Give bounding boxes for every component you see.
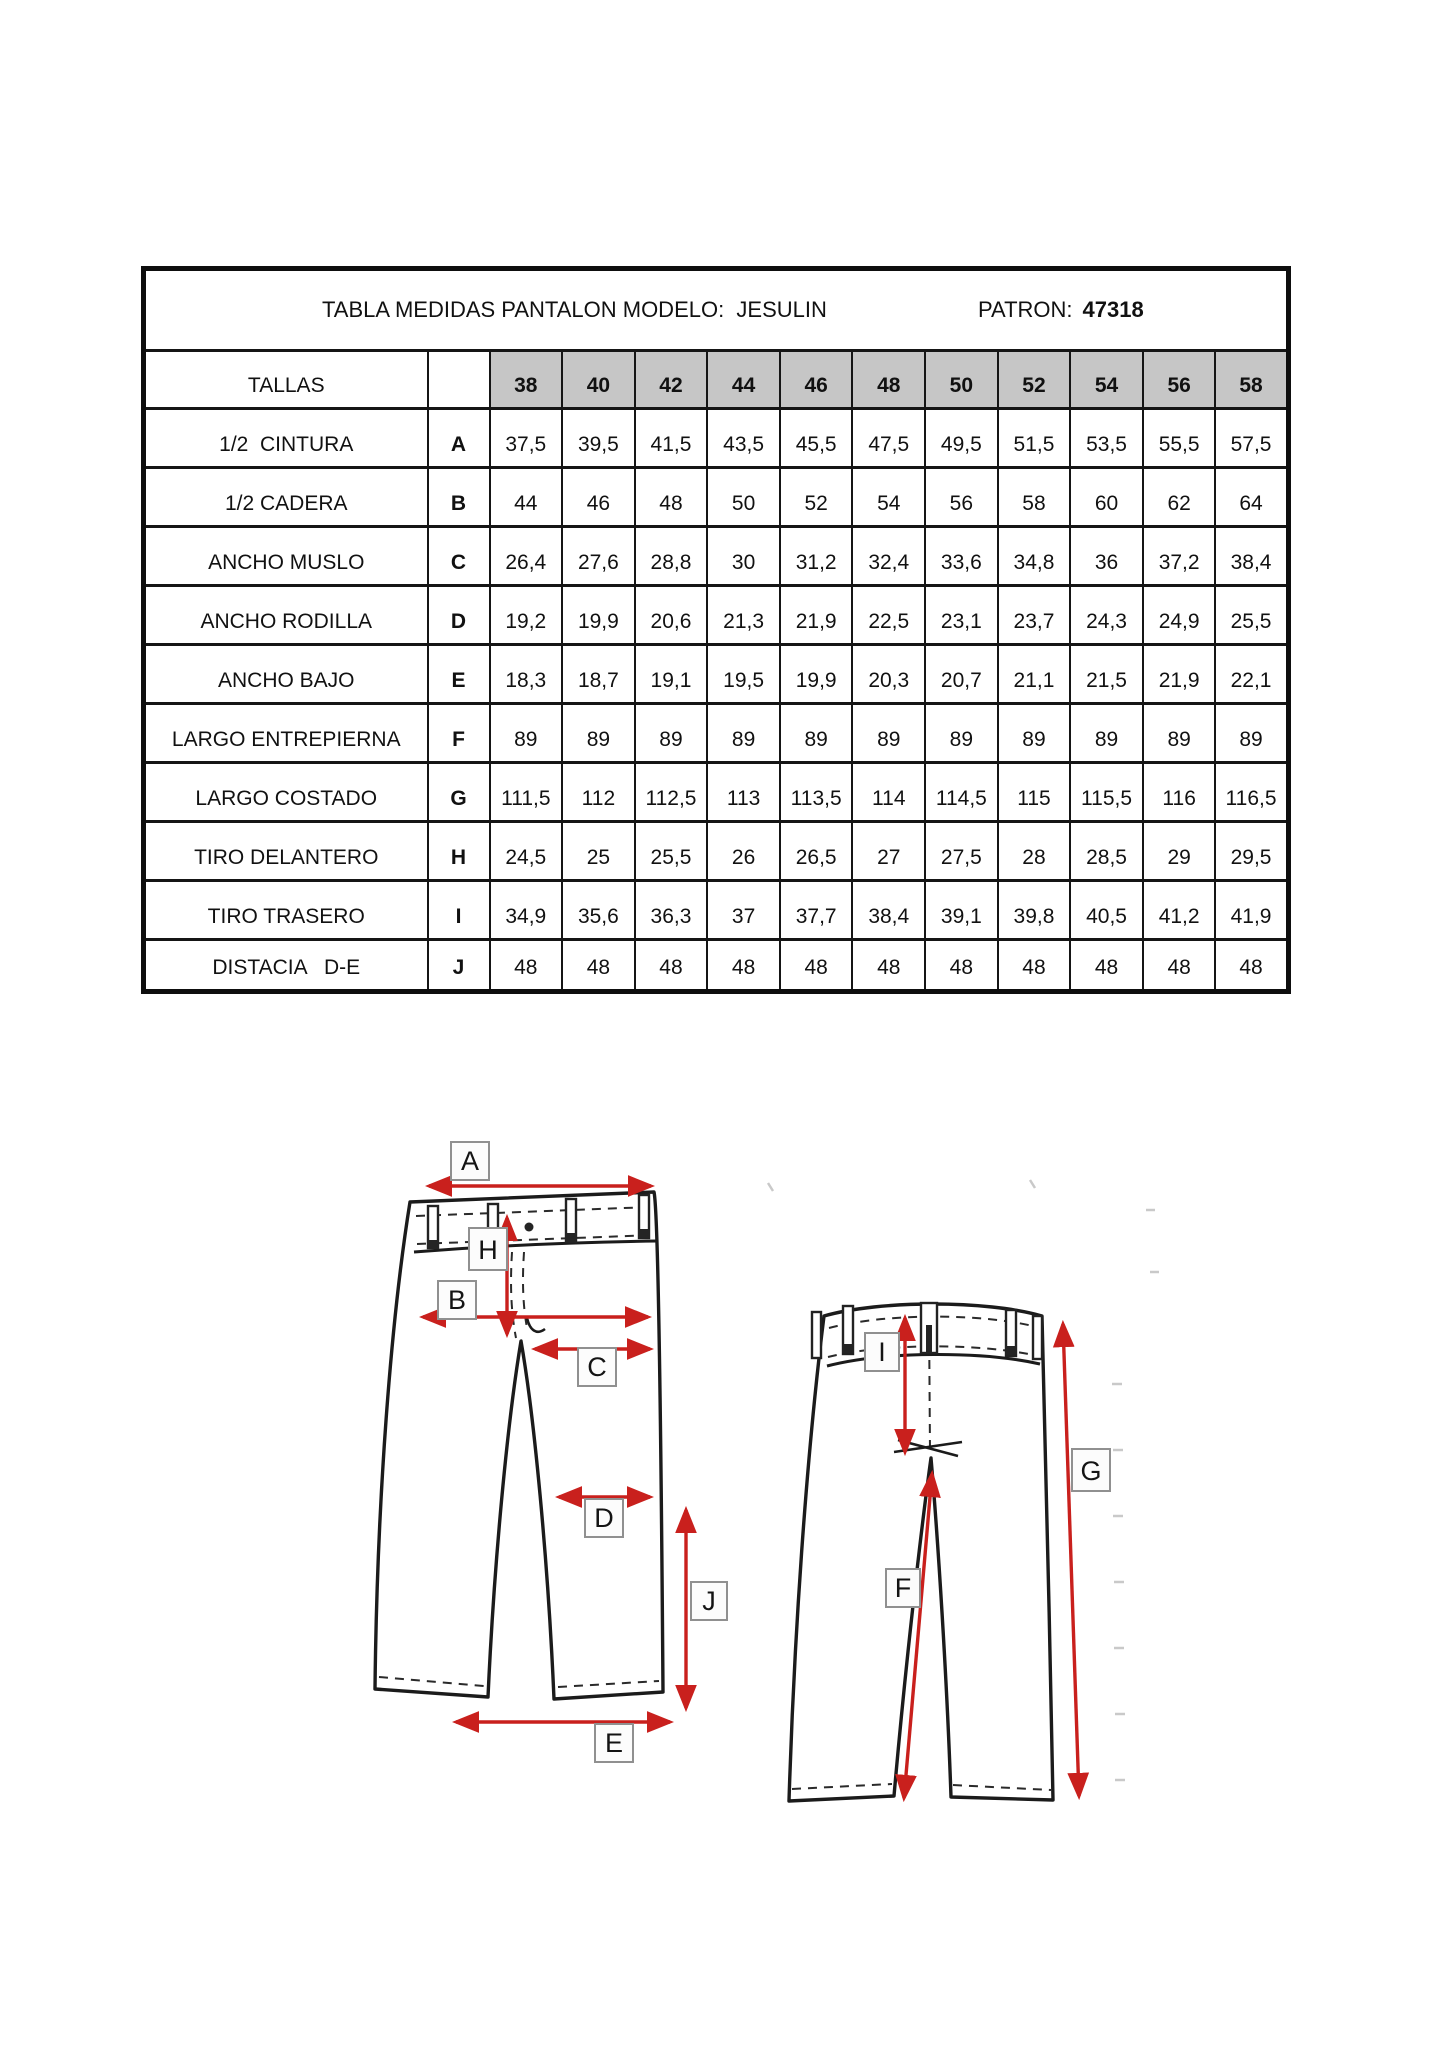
measure-label-box-F <box>886 1569 920 1607</box>
measure-value: 36,3 <box>635 881 708 940</box>
measure-letter: H <box>428 822 490 881</box>
size-table <box>141 266 1291 994</box>
measure-value: 64 <box>1215 468 1288 527</box>
measure-value: 89 <box>998 704 1071 763</box>
measure-value: 89 <box>852 704 925 763</box>
measure-value: 39,5 <box>562 409 635 468</box>
measure-label-box-E <box>595 1724 633 1762</box>
measure-label-box-H <box>469 1228 507 1270</box>
measure-value: 55,5 <box>1143 409 1216 468</box>
measure-value: 49,5 <box>925 409 998 468</box>
measure-value: 20,7 <box>925 645 998 704</box>
measure-letter: I <box>428 881 490 940</box>
measure-letter: E <box>428 645 490 704</box>
measure-value: 53,5 <box>1070 409 1143 468</box>
measure-value: 50 <box>707 468 780 527</box>
measure-value: 19,9 <box>562 586 635 645</box>
letter-header-cell <box>428 351 490 409</box>
size-header-cell: 44 <box>707 351 780 409</box>
measure-value: 48 <box>852 940 925 992</box>
measure-value: 22,1 <box>1215 645 1288 704</box>
measure-value: 33,6 <box>925 527 998 586</box>
measure-value: 54 <box>852 468 925 527</box>
measure-row <box>144 645 1289 704</box>
measure-value: 18,3 <box>490 645 563 704</box>
measure-value: 23,1 <box>925 586 998 645</box>
measure-value: 112 <box>562 763 635 822</box>
measure-value: 19,2 <box>490 586 563 645</box>
measure-value: 60 <box>1070 468 1143 527</box>
measure-value: 22,5 <box>852 586 925 645</box>
measure-row <box>144 763 1289 822</box>
size-header-cell: 50 <box>925 351 998 409</box>
size-header-row <box>144 351 1289 409</box>
measure-value: 89 <box>562 704 635 763</box>
measure-letter: D <box>428 586 490 645</box>
measure-label: 1/2 CADERA <box>144 468 428 527</box>
measure-row <box>144 940 1289 992</box>
measure-label-box-C <box>578 1348 616 1386</box>
measure-value: 52 <box>780 468 853 527</box>
measure-value: 37,7 <box>780 881 853 940</box>
measure-label-box-G <box>1072 1449 1110 1491</box>
measure-value: 28,8 <box>635 527 708 586</box>
measure-value: 27 <box>852 822 925 881</box>
arrow-G <box>1063 1324 1079 1796</box>
measure-value: 113,5 <box>780 763 853 822</box>
measure-label: 1/2 CINTURA <box>144 409 428 468</box>
measure-label: ANCHO MUSLO <box>144 527 428 586</box>
measure-value: 34,9 <box>490 881 563 940</box>
measure-value: 36 <box>1070 527 1143 586</box>
measure-value: 18,7 <box>562 645 635 704</box>
measure-value: 29,5 <box>1215 822 1288 881</box>
patron-label: PATRON: <box>978 297 1073 322</box>
measure-value: 115,5 <box>1070 763 1143 822</box>
size-header-cell: 52 <box>998 351 1071 409</box>
measure-row <box>144 881 1289 940</box>
measure-value: 115 <box>998 763 1071 822</box>
measure-value: 41,5 <box>635 409 708 468</box>
measure-label: ANCHO RODILLA <box>144 586 428 645</box>
measure-value: 48 <box>1070 940 1143 992</box>
measure-value: 28,5 <box>1070 822 1143 881</box>
size-header-cell: 54 <box>1070 351 1143 409</box>
measure-label: LARGO COSTADO <box>144 763 428 822</box>
measure-label-box-D <box>585 1499 623 1537</box>
measure-value: 116,5 <box>1215 763 1288 822</box>
measure-row <box>144 409 1289 468</box>
measure-value: 37,2 <box>1143 527 1216 586</box>
measure-value: 37 <box>707 881 780 940</box>
measure-value: 28 <box>998 822 1071 881</box>
measure-value: 47,5 <box>852 409 925 468</box>
back-belt-loops <box>812 1303 1042 1359</box>
measure-value: 19,5 <box>707 645 780 704</box>
measure-value: 48 <box>490 940 563 992</box>
size-header-cell: 58 <box>1215 351 1288 409</box>
front-button <box>525 1223 534 1232</box>
measure-value: 111,5 <box>490 763 563 822</box>
measure-value: 58 <box>998 468 1071 527</box>
measure-row <box>144 468 1289 527</box>
measure-value: 48 <box>1215 940 1288 992</box>
measure-value: 21,3 <box>707 586 780 645</box>
measure-value: 45,5 <box>780 409 853 468</box>
measure-label: TIRO TRASERO <box>144 881 428 940</box>
measure-value: 24,5 <box>490 822 563 881</box>
measure-value: 89 <box>490 704 563 763</box>
measure-row <box>144 822 1289 881</box>
measure-value: 48 <box>780 940 853 992</box>
measure-row <box>144 586 1289 645</box>
measure-letter: B <box>428 468 490 527</box>
measure-value: 25 <box>562 822 635 881</box>
measure-value: 27,5 <box>925 822 998 881</box>
measure-letter: A <box>428 409 490 468</box>
measure-letter: G <box>428 763 490 822</box>
measure-letter: J <box>428 940 490 992</box>
measure-row <box>144 527 1289 586</box>
svg-text:I: I <box>878 1337 886 1367</box>
measure-value: 21,1 <box>998 645 1071 704</box>
measure-value: 38,4 <box>852 881 925 940</box>
measure-label: DISTACIA D-E <box>144 940 428 992</box>
measure-value: 43,5 <box>707 409 780 468</box>
size-header-cell: 42 <box>635 351 708 409</box>
pants-measure-diagram <box>0 1050 1445 2045</box>
measure-table-body <box>144 269 1289 992</box>
measure-value: 62 <box>1143 468 1216 527</box>
measure-value: 116 <box>1143 763 1216 822</box>
measure-value: 30 <box>707 527 780 586</box>
measure-value: 31,2 <box>780 527 853 586</box>
measure-value: 89 <box>635 704 708 763</box>
measure-value: 48 <box>635 940 708 992</box>
measure-value: 21,5 <box>1070 645 1143 704</box>
measure-value: 89 <box>1215 704 1288 763</box>
size-header-cell: 40 <box>562 351 635 409</box>
svg-text:D: D <box>594 1503 614 1533</box>
measure-value: 48 <box>635 468 708 527</box>
measure-value: 24,9 <box>1143 586 1216 645</box>
measure-value: 89 <box>707 704 780 763</box>
measure-label: ANCHO BAJO <box>144 645 428 704</box>
measure-label-box-B <box>438 1281 476 1319</box>
svg-text:E: E <box>604 1728 624 1758</box>
measure-value: 89 <box>1143 704 1216 763</box>
measure-value: 34,8 <box>998 527 1071 586</box>
measure-value: 57,5 <box>1215 409 1288 468</box>
measure-value: 38,4 <box>1215 527 1288 586</box>
measure-value: 35,6 <box>562 881 635 940</box>
svg-text:H: H <box>478 1235 498 1265</box>
measure-value: 40,5 <box>1070 881 1143 940</box>
svg-text:A: A <box>460 1146 480 1176</box>
measure-value: 26 <box>707 822 780 881</box>
pants-back-drawing <box>789 1303 1053 1801</box>
table-title: TABLA MEDIDAS PANTALON MODELO: JESULIN <box>322 297 827 322</box>
measure-value: 113 <box>707 763 780 822</box>
measure-value: 26,5 <box>780 822 853 881</box>
measure-value: 25,5 <box>635 822 708 881</box>
measure-value: 39,8 <box>998 881 1071 940</box>
size-header-cell: 56 <box>1143 351 1216 409</box>
measure-value: 25,5 <box>1215 586 1288 645</box>
measure-value: 48 <box>562 940 635 992</box>
measure-value: 29 <box>1143 822 1216 881</box>
size-header-cell: 48 <box>852 351 925 409</box>
measure-value: 48 <box>925 940 998 992</box>
measure-value: 51,5 <box>998 409 1071 468</box>
measure-value: 48 <box>1143 940 1216 992</box>
measure-label-box-I <box>865 1333 899 1371</box>
table-title-cell <box>144 269 1289 351</box>
svg-text:F: F <box>894 1573 912 1603</box>
measure-letter: C <box>428 527 490 586</box>
tallas-label: TALLAS <box>144 351 428 409</box>
measure-letter: F <box>428 704 490 763</box>
measure-label-box-A <box>451 1142 489 1180</box>
measure-value: 19,9 <box>780 645 853 704</box>
measure-value: 48 <box>707 940 780 992</box>
svg-text:J: J <box>702 1586 716 1616</box>
measure-value: 44 <box>490 468 563 527</box>
measure-value: 48 <box>998 940 1071 992</box>
measure-label-box-J <box>691 1582 727 1620</box>
measure-value: 89 <box>925 704 998 763</box>
measure-value: 24,3 <box>1070 586 1143 645</box>
measure-value: 26,4 <box>490 527 563 586</box>
pants-front-drawing <box>375 1192 663 1699</box>
table-title-row <box>144 269 1289 351</box>
measure-value: 37,5 <box>490 409 563 468</box>
measure-value: 21,9 <box>1143 645 1216 704</box>
measure-value: 20,6 <box>635 586 708 645</box>
measure-value: 89 <box>1070 704 1143 763</box>
svg-text:G: G <box>1080 1456 1102 1486</box>
measure-value: 41,2 <box>1143 881 1216 940</box>
measure-value: 114,5 <box>925 763 998 822</box>
measure-value: 39,1 <box>925 881 998 940</box>
measure-value: 20,3 <box>852 645 925 704</box>
measure-value: 41,9 <box>1215 881 1288 940</box>
measure-label: LARGO ENTREPIERNA <box>144 704 428 763</box>
svg-text:C: C <box>587 1352 607 1382</box>
measure-value: 112,5 <box>635 763 708 822</box>
measure-row <box>144 704 1289 763</box>
measure-value: 114 <box>852 763 925 822</box>
patron <box>978 297 1144 323</box>
measure-label: TIRO DELANTERO <box>144 822 428 881</box>
size-header-cell: 46 <box>780 351 853 409</box>
size-header-cell: 38 <box>490 351 563 409</box>
measure-value: 56 <box>925 468 998 527</box>
measure-value: 27,6 <box>562 527 635 586</box>
measure-value: 23,7 <box>998 586 1071 645</box>
measure-value: 21,9 <box>780 586 853 645</box>
measure-value: 46 <box>562 468 635 527</box>
measure-value: 89 <box>780 704 853 763</box>
svg-text:B: B <box>447 1285 467 1315</box>
measure-value: 19,1 <box>635 645 708 704</box>
measure-value: 32,4 <box>852 527 925 586</box>
patron-value: 47318 <box>1082 297 1144 322</box>
